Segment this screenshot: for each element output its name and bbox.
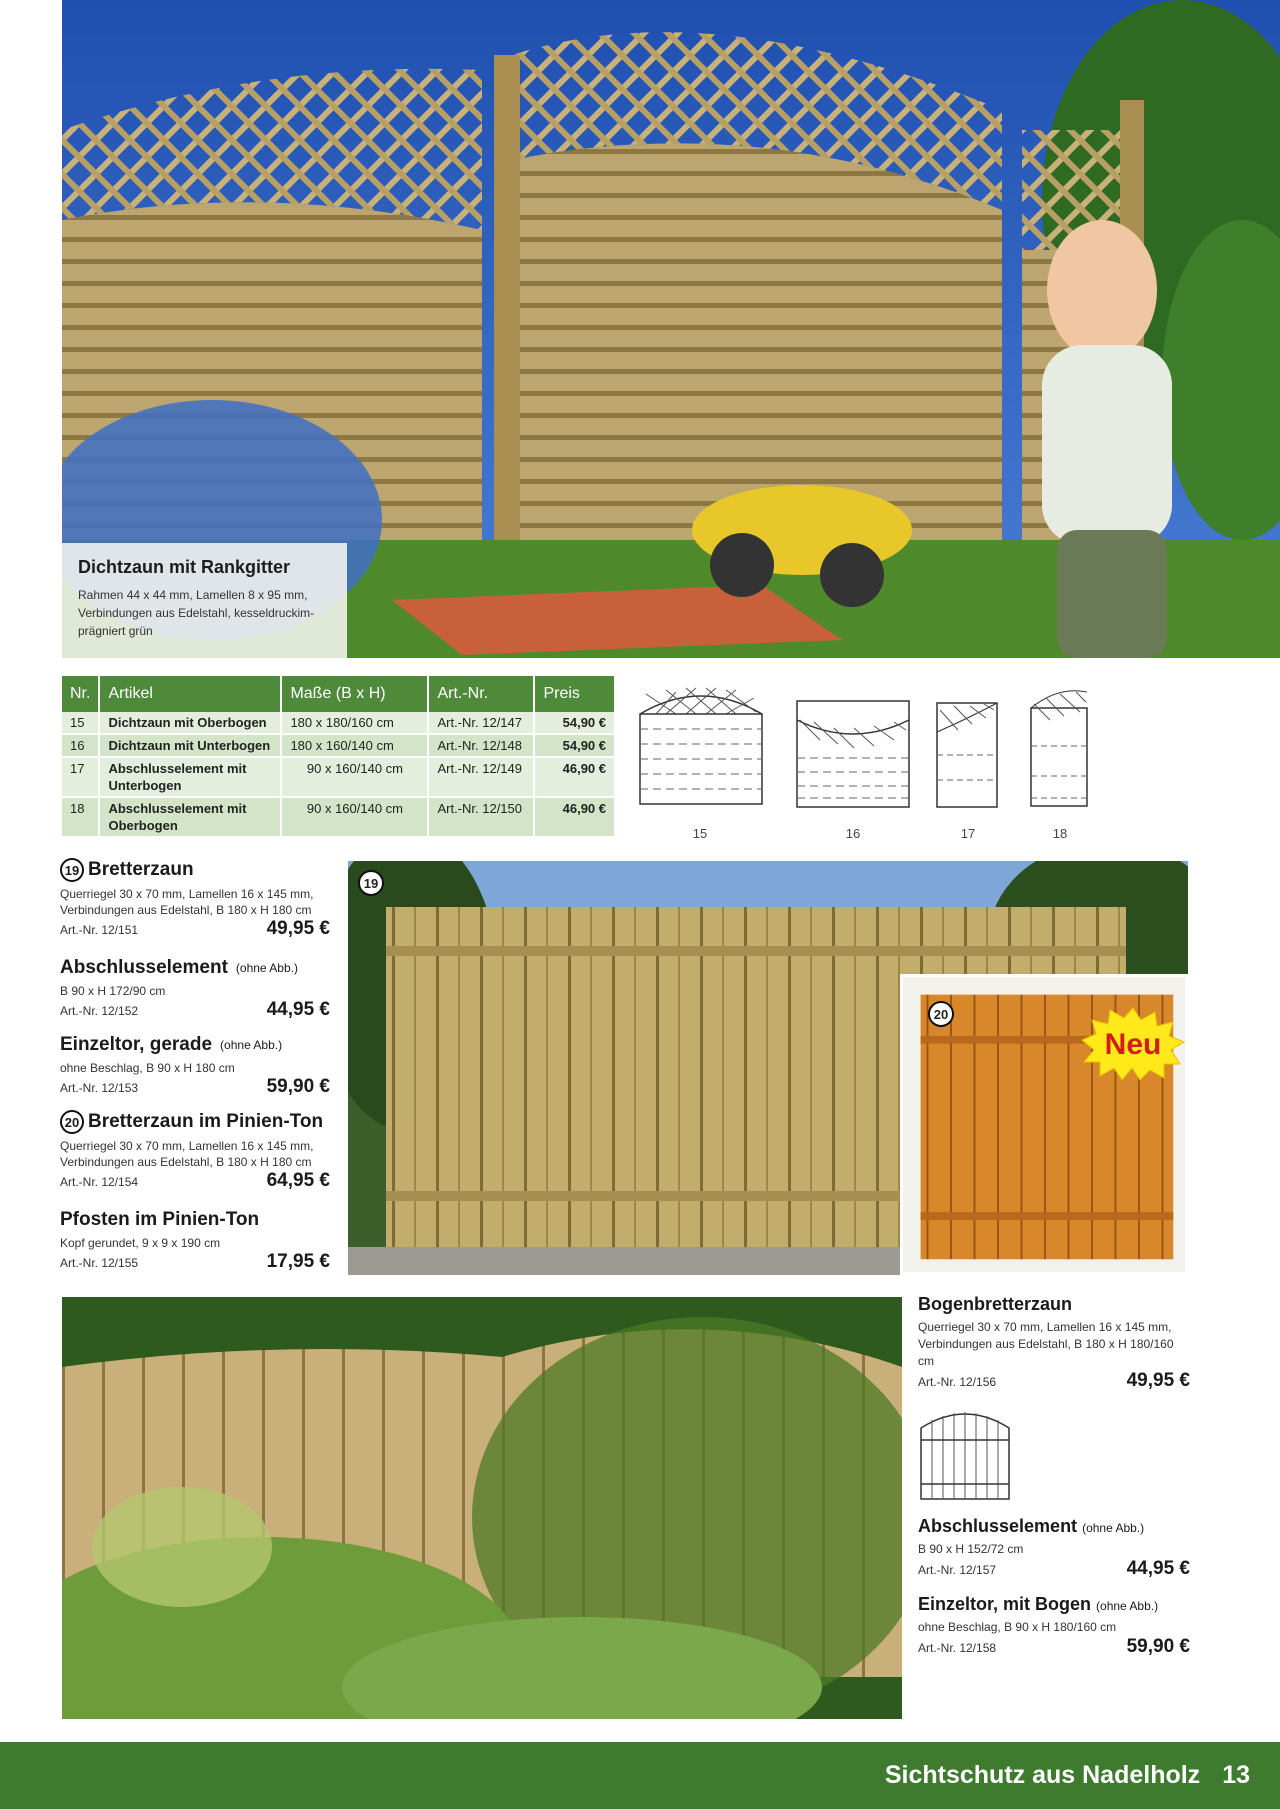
- item-description: ohne Beschlag, B 90 x H 180 cm: [60, 1061, 235, 1075]
- item-title: Bretterzaun im Pinien-Ton: [88, 1111, 324, 1132]
- col-header-artikel: Artikel: [99, 676, 281, 712]
- item-note: (ohne Abb.): [220, 1038, 283, 1052]
- cell-artnr: Art.-Nr. 12/149: [428, 757, 534, 797]
- photo-number-19: 19: [358, 870, 384, 896]
- col-header-artnr: Art.-Nr.: [428, 676, 534, 712]
- item-bretterzaun-pinien: [60, 1110, 330, 1192]
- cell-artnr: Art.-Nr. 12/150: [428, 797, 534, 837]
- item-price: 64,95 €: [266, 1170, 330, 1191]
- item-artnr: Art.-Nr. 12/158: [918, 1641, 997, 1655]
- item-bretterzaun: [60, 858, 330, 940]
- cell-artikel: Dichtzaun mit Unterbogen: [99, 734, 281, 757]
- item-abschlusselement: [60, 957, 330, 1021]
- cell-artnr: Art.-Nr. 12/147: [428, 712, 534, 734]
- item-description: Querriegel 30 x 70 mm, Lamellen 16 x 145 mm, Verbindungen aus Edelstahl, B 180 x H 180 cm: [60, 887, 314, 917]
- item-price: 17,95 €: [266, 1251, 330, 1272]
- photo-bogenbretterzaun: [62, 1297, 902, 1719]
- item-price: 49,95 €: [266, 918, 330, 939]
- item-einzeltor-bogen: [918, 1594, 1190, 1658]
- item-number-badge: 19: [60, 858, 84, 882]
- item-artnr: Art.-Nr. 12/154: [60, 1175, 139, 1189]
- cell-preis: 54,90 €: [534, 712, 615, 734]
- photo-number-20: 20: [928, 1001, 954, 1027]
- table-header-row: [62, 676, 615, 712]
- fence-drawing-bogen: [918, 1406, 1012, 1502]
- item-note: (ohne Abb.): [235, 961, 298, 975]
- col-header-preis: Preis: [534, 676, 615, 712]
- item-price: 59,90 €: [266, 1076, 330, 1097]
- cell-preis: 54,90 €: [534, 734, 615, 757]
- col-header-nr: Nr.: [62, 676, 99, 712]
- table-row: [62, 734, 615, 757]
- table-row: [62, 757, 615, 797]
- fence-drawing-18: [1028, 686, 1090, 810]
- item-description: ohne Beschlag, B 90 x H 180/160 cm: [918, 1620, 1117, 1634]
- item-note: (ohne Abb.): [1096, 1599, 1159, 1613]
- fence-drawing-17: [934, 700, 1000, 810]
- cell-artnr: Art.-Nr. 12/148: [428, 734, 534, 757]
- item-title: Bretterzaun: [88, 859, 194, 880]
- item-artnr: Art.-Nr. 12/155: [60, 1256, 139, 1270]
- item-price: 49,95 €: [1126, 1370, 1190, 1391]
- cell-masse: 90 x 160/140 cm: [281, 797, 428, 837]
- item-description: B 90 x H 172/90 cm: [60, 984, 166, 998]
- item-artnr: Art.-Nr. 12/152: [60, 1004, 139, 1018]
- item-title: Einzeltor, gerade: [60, 1034, 213, 1055]
- cell-preis: 46,90 €: [534, 797, 615, 837]
- footer-bar: [0, 1742, 1280, 1809]
- item-einzeltor-gerade: [60, 1034, 330, 1098]
- drawing-label-18: 18: [1052, 826, 1068, 841]
- item-artnr: Art.-Nr. 12/151: [60, 923, 139, 937]
- col-header-masse: Maße (B x H): [281, 676, 428, 712]
- item-abschlusselement-2: [918, 1516, 1190, 1580]
- cell-nr: 18: [62, 797, 99, 837]
- cell-nr: 15: [62, 712, 99, 734]
- item-title: Abschlusselement: [60, 957, 228, 978]
- item-price: 59,90 €: [1126, 1636, 1190, 1657]
- item-price: 44,95 €: [1126, 1558, 1190, 1579]
- item-pfosten-pinien: [60, 1209, 330, 1273]
- cell-artikel: Abschlusselement mit Oberbogen: [99, 797, 281, 837]
- cell-nr: 17: [62, 757, 99, 797]
- cell-artikel: Abschlusselement mit Unterbogen: [99, 757, 281, 797]
- item-artnr: Art.-Nr. 12/153: [60, 1081, 139, 1095]
- table-row: [62, 797, 615, 837]
- item-description: Querriegel 30 x 70 mm, Lamellen 16 x 145 mm, Verbindungen aus Edelstahl, B 180 x H 180 cm: [60, 1139, 314, 1169]
- drawing-label-15: 15: [692, 826, 708, 841]
- item-description: B 90 x H 152/72 cm: [918, 1542, 1024, 1556]
- cell-preis: 46,90 €: [534, 757, 615, 797]
- fence-drawing-16: [794, 698, 912, 810]
- fence-drawing-15: [636, 684, 766, 810]
- item-price: 44,95 €: [266, 999, 330, 1020]
- footer-title: Sichtschutz aus Nadelholz: [884, 1761, 1201, 1789]
- drawing-label-17: 17: [960, 826, 976, 841]
- item-description: Kopf gerundet, 9 x 9 x 190 cm: [60, 1236, 221, 1250]
- item-note: (ohne Abb.): [1082, 1521, 1145, 1535]
- drawing-label-16: 16: [845, 826, 861, 841]
- item-number-badge: 20: [60, 1110, 84, 1134]
- item-title: Abschlusselement: [918, 1516, 1078, 1536]
- page-number: 13: [1222, 1761, 1250, 1789]
- hero-description: Rahmen 44 x 44 mm, Lamellen 8 x 95 mm, Verbindungen aus Edelstahl, kesseldruckim-prägniert grün: [78, 588, 315, 638]
- neu-badge-text: Neu: [1104, 1028, 1162, 1061]
- item-title: Einzeltor, mit Bogen: [918, 1594, 1092, 1614]
- hero-title: Dichtzaun mit Rankgitter: [78, 557, 291, 577]
- cell-masse: 90 x 160/140 cm: [281, 757, 428, 797]
- product-table: [62, 676, 616, 838]
- cell-nr: 16: [62, 734, 99, 757]
- cell-masse: 180 x 160/140 cm: [281, 734, 428, 757]
- cell-artikel: Dichtzaun mit Oberbogen: [99, 712, 281, 734]
- item-title: Bogenbretterzaun: [918, 1294, 1073, 1314]
- item-title: Pfosten im Pinien-Ton: [60, 1209, 260, 1230]
- cell-masse: 180 x 180/160 cm: [281, 712, 428, 734]
- item-artnr: Art.-Nr. 12/157: [918, 1563, 997, 1577]
- table-row: [62, 712, 615, 734]
- hero-caption: [62, 543, 347, 658]
- item-description: Querriegel 30 x 70 mm, Lamellen 16 x 145 mm, Verbindungen aus Edelstahl, B 180 x H 180/160 cm: [918, 1320, 1174, 1368]
- item-artnr: Art.-Nr. 12/156: [918, 1375, 997, 1389]
- neu-starburst-badge: [1080, 1006, 1186, 1082]
- item-bogenbretterzaun: [918, 1294, 1190, 1392]
